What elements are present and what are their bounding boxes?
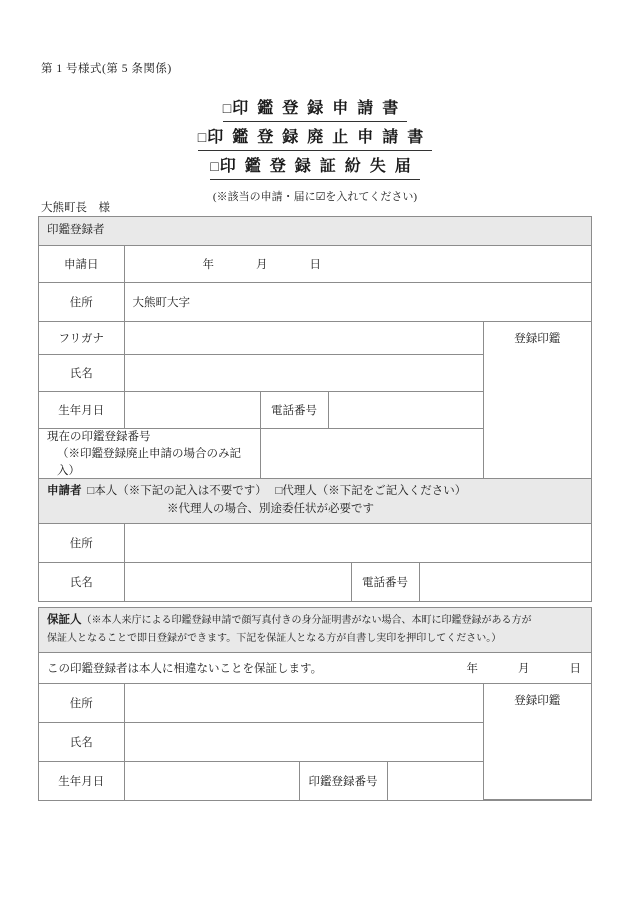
form-number: 第 1 号様式(第 5 条関係) [41,63,172,75]
current-seal-number-line1: 現在の印鑑登録番号 [47,430,151,443]
title-text-lost-certificate: 印鑑登録証紛失届 [219,157,420,175]
title-row-3 [0,156,630,185]
guarantor-seal-label: 登録印鑑 [483,683,591,800]
title-text-registration: 印鑑登録申請書 [232,100,408,117]
guarantor-table [39,653,591,801]
application-date-label: 申請日 [39,246,124,283]
registrant-seal-label: 登録印鑑 [483,321,591,480]
date-month-label: 月 [256,258,268,271]
table-row [39,321,591,354]
applicant-section-header [39,479,591,524]
title-option-registration[interactable] [223,98,407,122]
applicant-phone-label: 電話番号 [351,562,419,601]
guarantor-note-line1: （※本人来庁による印鑑登録申請で顔写真付きの身分証明書がない場合、本町に印鑑登録がある方が [81,615,532,626]
guarantor-block [38,607,592,801]
guarantor-name-field[interactable] [124,722,483,761]
registrant-block [38,216,592,482]
table-row [39,683,591,722]
guarantee-year-label: 年 [466,662,478,675]
form-title-group [0,98,630,204]
applicant-agent-note: ※代理人の場合、別途委任状が必要です [167,502,374,515]
registrant-birthdate-field[interactable] [124,391,260,428]
checkbox-registration[interactable]: □ [222,102,232,117]
applicant-section-title: 申請者 [47,485,82,497]
registrant-phone-field[interactable] [328,391,483,428]
registrant-address-label: 住所 [39,282,124,321]
table-row [39,562,591,601]
registrant-furigana-label: フリガナ [39,321,124,354]
guarantee-statement-row [39,653,591,684]
registrant-section-header: 印鑑登録者 [39,217,591,246]
guarantor-note-line2: 保証人となることで即日登録ができます。下記を保証人となる方が自書し実印を押印してください。） [47,632,502,644]
registrant-address-field[interactable]: 大熊町大字 [124,282,591,321]
guarantee-date-fields[interactable] [467,660,582,676]
guarantor-section-header [39,608,591,653]
applicant-option-self[interactable]: □本人（※下記の記入は不要です） [87,485,267,497]
registrant-name-field[interactable] [124,354,483,391]
guarantor-address-field[interactable] [124,683,483,722]
table-row [39,524,591,563]
registrant-phone-label: 電話番号 [260,391,328,428]
applicant-phone-field[interactable] [419,562,591,601]
applicant-address-field[interactable] [124,524,591,563]
registrant-birthdate-label: 生年月日 [39,391,124,428]
guarantor-address-label: 住所 [39,683,124,722]
guarantee-day-label: 日 [569,662,581,675]
title-row-2 [0,127,630,156]
registrant-furigana-field[interactable] [124,321,483,354]
applicant-table [39,524,591,601]
title-option-abolition[interactable] [198,127,432,151]
registrant-name-label: 氏名 [39,354,124,391]
title-row-1 [0,98,630,127]
applicant-option-agent[interactable]: □代理人（※下記をご記入ください） [275,485,467,497]
date-day-label: 日 [309,258,321,271]
table-row [39,246,591,283]
guarantor-name-label: 氏名 [39,722,124,761]
guarantee-month-label: 月 [518,662,530,675]
applicant-block [38,478,592,602]
applicant-address-label: 住所 [39,524,124,563]
title-note: (※該当の申請・届に☑を入れてください) [212,190,418,203]
addressee-line: 大熊町長 様 [41,202,110,214]
date-year-label: 年 [202,258,214,271]
table-row [39,282,591,321]
current-seal-number-field[interactable] [260,428,483,480]
guarantor-section-title: 保証人 [47,614,82,626]
guarantee-statement-text: この印鑑登録者は本人に相違ないことを保証します。 [47,662,323,675]
checkbox-lost-certificate[interactable]: □ [210,159,219,175]
title-text-abolition: 印鑑登録廃止申請書 [207,128,433,146]
guarantor-birthdate-label: 生年月日 [39,761,124,800]
checkbox-abolition[interactable]: □ [197,130,207,146]
registrant-table [39,246,591,481]
table-row [39,653,591,684]
current-seal-number-label [39,428,260,480]
applicant-name-label: 氏名 [39,562,124,601]
application-date-field[interactable] [124,246,591,283]
applicant-name-field[interactable] [124,562,351,601]
guarantor-seal-number-label: 印鑑登録番号 [299,761,387,800]
guarantor-birthdate-field[interactable] [124,761,299,800]
current-seal-number-line2: （※印鑑登録廃止申請の場合のみ記入） [57,448,241,478]
guarantor-seal-number-field[interactable] [387,761,483,800]
title-option-lost-certificate[interactable] [210,156,419,180]
